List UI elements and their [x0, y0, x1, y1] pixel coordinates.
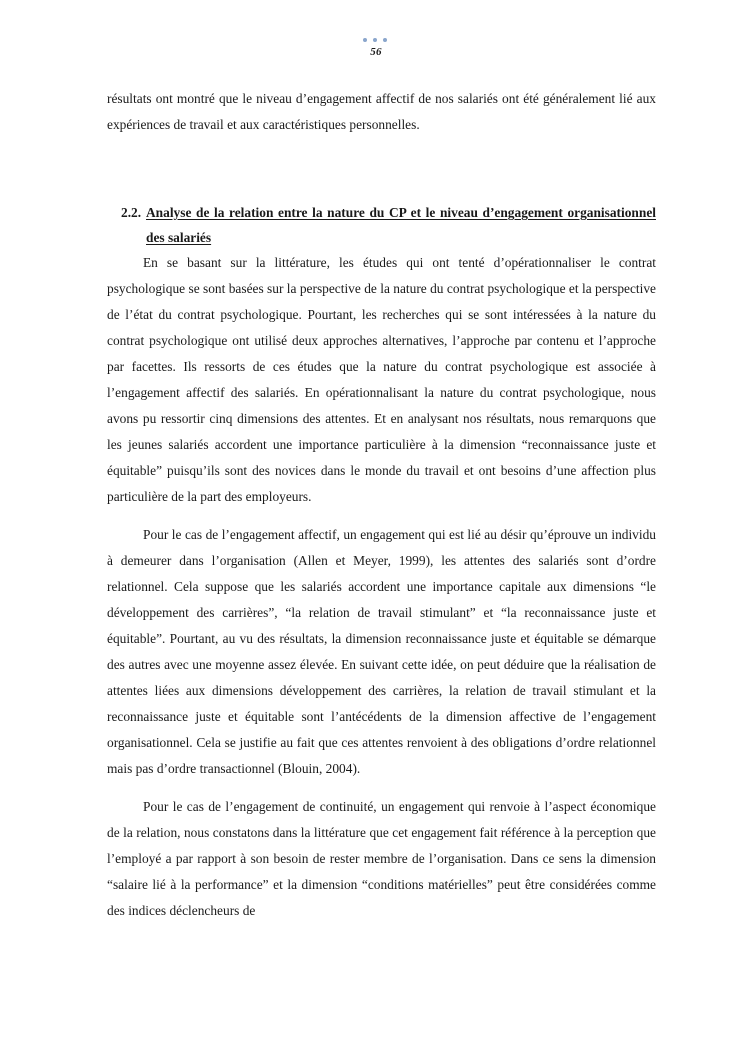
paragraph-continuation: résultats ont montré que le niveau d’engagement affectif de nos salariés ont été généralement lié aux expériences de travail et aux caractéristiques personnelles.	[107, 91, 656, 132]
page-header	[0, 38, 744, 58]
header-ornament-icon	[6, 38, 744, 44]
page-number: 56	[370, 46, 382, 58]
section-heading	[107, 200, 656, 250]
section-title: Analyse de la relation entre la nature du CP et le niveau d’engagement organisationnel des salariés	[146, 205, 656, 245]
paragraph-2: Pour le cas de l’engagement affectif, un engagement qui est lié au désir qu’éprouve un individu à demeurer dans l’organisation (Allen et Meyer, 1999), les attentes des salariés sont d’ordre relationnel. Cela suppose que les salariés accordent une importance capitale aux dimensions “le développement des carrières”, “la relation de travail stimulant” et “la reconnaissance juste et équitable”. Pourtant, au vu des résultats, la dimension reconnaissance juste et équitable se démarque des autres avec une moyenne assez élevée. En suivant cette idée, on peut déduire que la réalisation de attentes liées aux dimensions développement des carrières, la relation de travail stimulant et la reconnaissance juste et équitable sont l’antécédents de la dimension affective de l’engagement organisationnel. Cela se justifie au fait que ces attentes renvoient à des obligations d’ordre relationnel mais pas d’ordre transactionnel (Blouin, 2004).	[107, 527, 656, 776]
section-number: 2.2.	[121, 205, 142, 220]
paragraph-3: Pour le cas de l’engagement de continuité, un engagement qui renvoie à l’aspect économique de la relation, nous constatons dans la littérature que cet engagement fait référence à la perception que l’employé a par rapport à son besoin de rester membre de l’organisation. Dans ce sens la dimension “salaire lié à la performance” et la dimension “conditions matérielles” peut être considérées comme des indices déclencheurs de	[107, 799, 656, 918]
document-body	[107, 86, 656, 924]
paragraph-1: En se basant sur la littérature, les études qui ont tenté d’opérationnaliser le contrat psychologique se sont basées sur la perspective de la nature du contrat psychologique et la perspective de l’état du contrat psychologique. Pourtant, les recherches qui se sont intéressées à la nature du contrat psychologique ont utilisé deux approches alternatives, l’approche par contenu et l’approche par facettes. Ils ressorts de ces études que la nature du contrat psychologique est associée à l’engagement affectif des salariés. En opérationnalisant la nature du contrat psychologique, nous avons pu ressortir cinq dimensions des attentes. Et en analysant nos résultats, nous remarquons que les jeunes salariés accordent une importance particulière à la dimension “reconnaissance juste et équitable” puisqu’ils sont des novices dans le monde du travail et ont besoins d’une affection plus particulière de la part des employeurs.	[107, 255, 656, 504]
